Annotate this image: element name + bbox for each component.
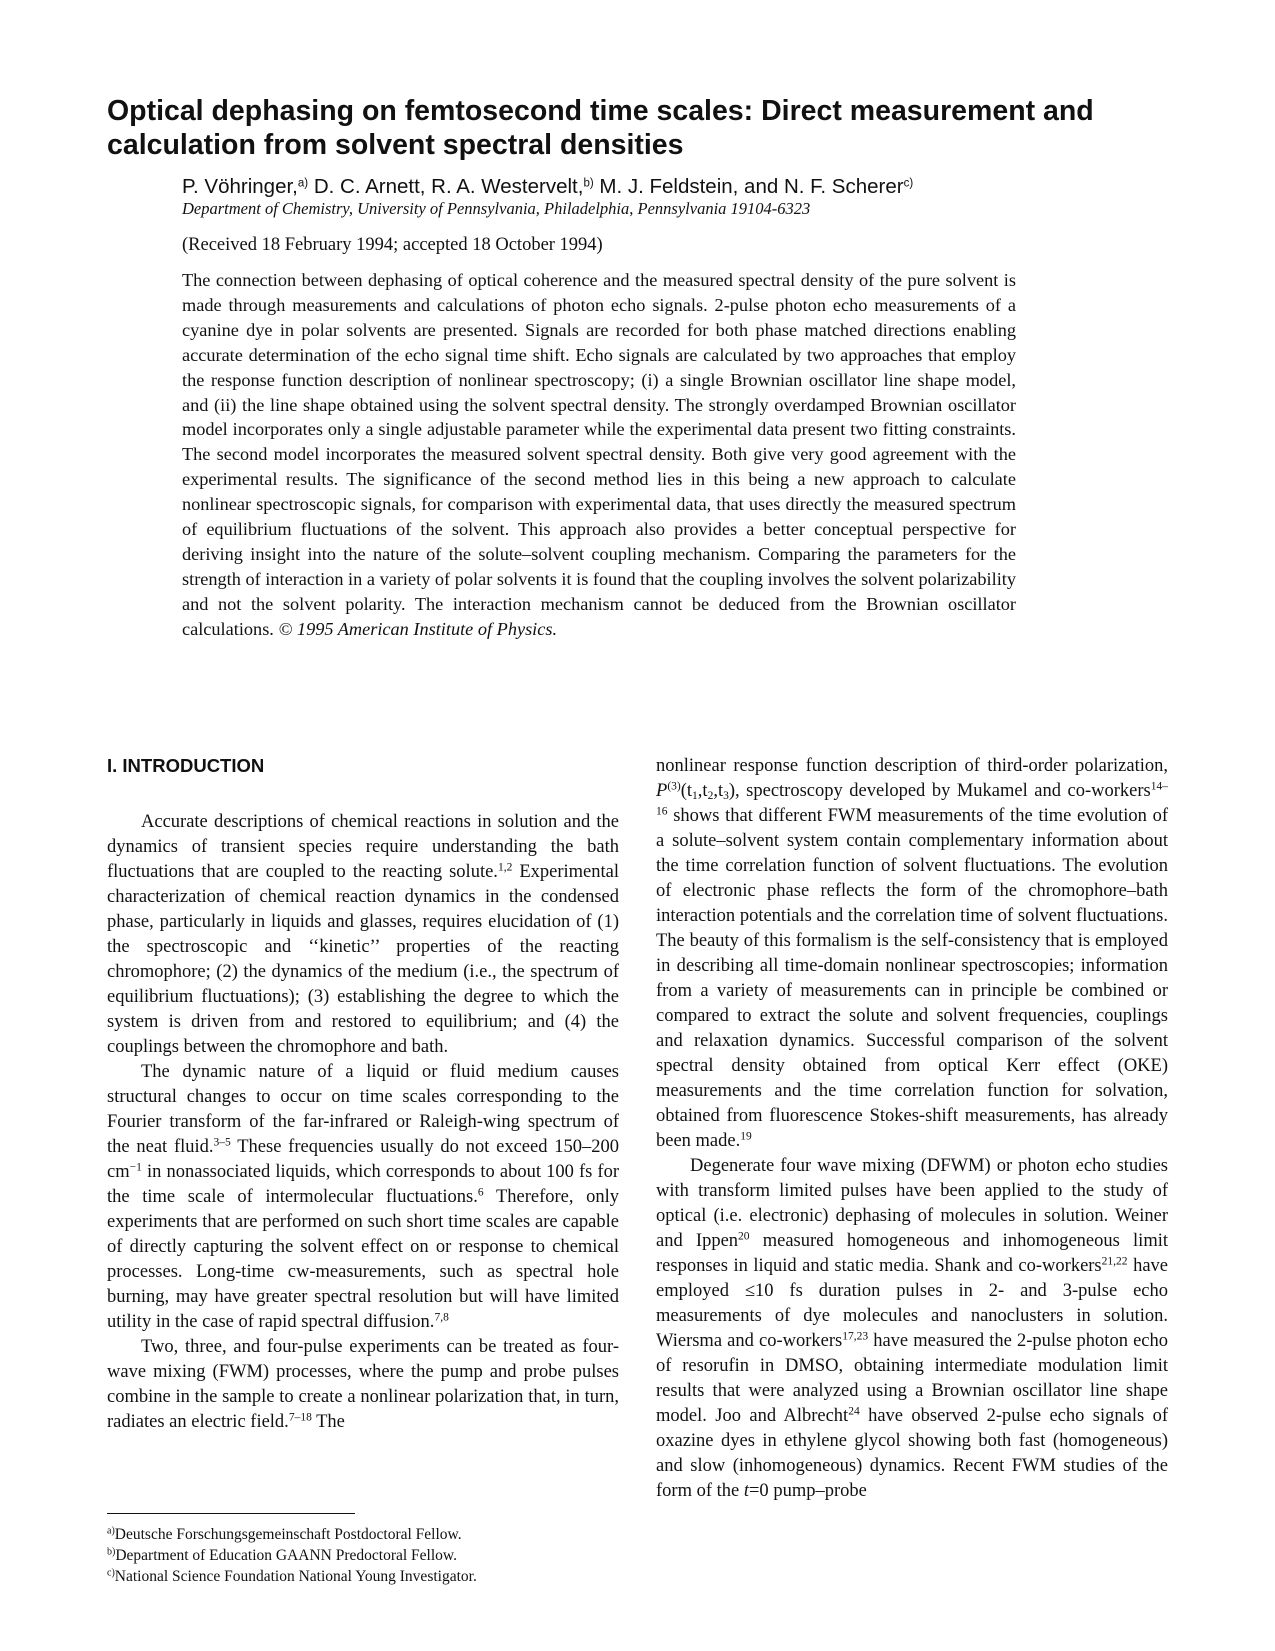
citation: 1,2: [497, 861, 513, 874]
body-paragraph: [656, 1154, 1168, 1504]
footnotes: [107, 1524, 627, 1587]
math-text: =0: [749, 1481, 769, 1501]
math-text: ),: [728, 781, 740, 801]
abstract: [182, 268, 1016, 642]
footnote-mark: c): [107, 1567, 115, 1579]
left-column: [107, 742, 619, 1435]
citation: 21,22: [1101, 1255, 1128, 1268]
footnote-mark: b): [107, 1546, 116, 1558]
math-symbol: P: [656, 781, 668, 801]
math-text: ,t: [697, 781, 708, 801]
paragraph-text: spectroscopy developed by Mukamel and co-workers: [746, 781, 1151, 801]
paragraph-text: in nonassociated liquids, which corresponds to about 100 fs for the time scale of intermolecular fluctuations.: [107, 1162, 620, 1207]
author-list: [182, 174, 1162, 200]
body-paragraph: [107, 1060, 619, 1335]
abstract-text: The connection between dephasing of optical coherence and the measured spectral density of the pure solvent is made through measurements and calculations of photon echo signals. 2-pulse photon echo measurements of a cyanine dye in polar solvents are presented. Signals are recorded for both phase matched directions enabling accurate determination of the echo signal time shift. Echo signals are calculated by two approaches that employ the response function description of nonlinear spectroscopy; (i) a single Brownian oscillator line shape model, and (ii) the line shape obtained using the solvent spectral density. The strongly overdamped Brownian oscillator model incorporates only a single adjustable parameter while the experimental data present two fitting constraints. The second model incorporates the measured solvent spectral density. Both give very good agreement with the experimental results. The significance of the second method lies in this being a new approach to calculate nonlinear spectroscopic signals, for comparison with experimental data, that uses directly the measured spectrum of equilibrium fluctuations of the solvent. This approach also provides a better conceptual perspective for deriving insight into the nature of the solute–solvent coupling mechanism. Comparing the parameters for the strength of interaction in a variety of polar solvents it is found that the coupling involves the solvent polarizability and not the solvent polarity. The interaction mechanism cannot be deduced from the Brownian oscillator calculations.: [182, 270, 1016, 639]
footnote: [107, 1524, 627, 1545]
math-subscript: 2: [707, 789, 714, 802]
citation: 24: [848, 1405, 860, 1418]
body-paragraph: [107, 810, 619, 1060]
unit-exponent: −1: [129, 1161, 142, 1174]
body-paragraph: [656, 754, 1168, 1154]
author-group: M. J. Feldstein, and N. F. Scherer: [599, 175, 904, 198]
affiliation: Department of Chemistry, University of Pennsylvania, Philadelphia, Pennsylvania 19104-6323: [182, 199, 811, 218]
citation: 17,23: [842, 1330, 869, 1343]
author-mark: b): [583, 177, 594, 190]
citation: 19: [740, 1130, 752, 1143]
body-paragraph: [107, 1335, 619, 1435]
paragraph-text: have observed 2-pulse echo signals of oxazine dyes in ethylene glycol showing both fast (homogeneous) and slow (inhomogeneous) dynamics. Recent FWM studies of the form of the: [656, 1406, 1168, 1501]
paragraph-text: pump–probe: [773, 1481, 867, 1501]
citation: 20: [738, 1230, 750, 1243]
paragraph-text: have employed ≤10 fs duration pulses in 2- and 3-pulse echo measurements of dye molecules and nanoclusters in solution. Wiersma and co-workers: [656, 1256, 1169, 1351]
paragraph-text: The: [316, 1412, 345, 1432]
math-symbol: t: [743, 1481, 749, 1501]
received-dates: (Received 18 February 1994; accepted 18 October 1994): [182, 235, 603, 255]
citation: 7,8: [434, 1311, 449, 1324]
paragraph-text: The dynamic nature of a liquid or fluid medium causes structural changes to occur on time scales corresponding to the Fourier transform of the far-infrared or Raleigh-wing spectrum of the neat fluid.: [107, 1062, 619, 1157]
citation: 7–18: [288, 1411, 312, 1424]
paragraph-text: These frequencies usually do not exceed 150–200 cm: [107, 1137, 619, 1182]
paragraph-text: Accurate descriptions of chemical reactions in solution and the dynamics of transient species require understanding the bath fluctuations that are coupled to the reacting solute.: [107, 812, 619, 882]
paragraph-text: Degenerate four wave mixing (DFWM) or photon echo studies with transform limited pulses have been applied to the study of optical (i.e. electronic) dephasing of molecules in solution. Weiner and Ippen: [656, 1156, 1168, 1251]
right-column: [656, 754, 1168, 1504]
math-superscript: (3): [667, 780, 681, 793]
footnote-text: Deutsche Forschungsgemeinschaft Postdoctoral Fellow.: [114, 1526, 462, 1543]
math-text: (t: [680, 781, 693, 801]
footnote: [107, 1566, 627, 1587]
citation: 14–16: [656, 780, 1168, 818]
footnote-text: National Science Foundation National Young Investigator.: [114, 1568, 477, 1585]
copyright-notice: © 1995 American Institute of Physics.: [278, 618, 558, 639]
section-heading: I. INTRODUCTION: [107, 755, 265, 776]
math-text: ,t: [713, 781, 724, 801]
footnote-divider: [107, 1513, 355, 1514]
paragraph-text: Two, three, and four-pulse experiments can be treated as four-wave mixing (FWM) processes, where the pump and probe pulses combine in the sample to create a nonlinear polarization that, in turn, radiates an electric field.: [107, 1337, 619, 1432]
citation: 6: [477, 1186, 484, 1199]
paragraph-text: have measured the 2-pulse photon echo of resorufin in DMSO, obtaining intermediate modulation limit results that were analyzed using a Brownian oscillator line shape model. Joo and Albrecht: [656, 1331, 1168, 1426]
author-mark: a): [297, 177, 309, 190]
math-subscript: 3: [723, 789, 729, 802]
footnote-text: Department of Education GAANN Predoctoral Fellow.: [115, 1547, 457, 1564]
citation: 3–5: [213, 1136, 231, 1149]
paragraph-text: Therefore, only experiments that are performed on such short time scales are capable of directly capturing the solvent effect on or response to chemical processes. Long-time cw-measurements, such as spectral hole burning, may have greater spectral resolution but will have limited utility in the case of rapid spectral diffusion.: [107, 1187, 620, 1332]
footnote-mark: a): [107, 1525, 115, 1537]
paragraph-text: shows that different FWM measurements of the time evolution of a solute–solvent system contain complementary information about the time correlation function of solvent fluctuations. The evolution of electronic phase reflects the form of the chromophore–bath interaction potentials and the correlation time of solvent fluctuations. The beauty of this formalism is the self-consistency that is employed in describing all time-domain nonlinear spectroscopies; information from a variety of measurements can in principle be combined or compared to extract the solute and solvent frequencies, couplings and relaxation dynamics. Successful comparison of the solvent spectral density obtained from optical Kerr effect (OKE) measurements and the time correlation function for solvation, obtained from fluorescence Stokes-shift measurements, has already been made.: [656, 806, 1169, 1151]
math-subscript: 1: [692, 789, 698, 802]
paragraph-text: measured homogeneous and inhomogeneous limit responses in liquid and static media. Shank and co-workers: [656, 1231, 1168, 1276]
author-group: P. Vöhringer,: [182, 175, 298, 198]
author-group: D. C. Arnett, R. A. Westervelt,: [313, 175, 584, 198]
article-title: Optical dephasing on femtosecond time scales: Direct measurement and calculation from solvent spectral densities: [107, 95, 1094, 161]
paragraph-text: nonlinear response function description of third-order polarization,: [656, 756, 1168, 776]
author-mark: c): [903, 177, 914, 190]
footnote: [107, 1545, 627, 1566]
paragraph-text: Experimental characterization of chemical reaction dynamics in the condensed phase, particularly in liquids and glasses, requires elucidation of (1) the spectroscopic and ‘‘kinetic’’ properties of the reacting chromophore; (2) the dynamics of the medium (i.e., the spectrum of equilibrium fluctuations); (3) establishing the degree to which the system is driven from and restored to equilibrium; and (4) the couplings between the chromophore and bath.: [107, 862, 620, 1057]
